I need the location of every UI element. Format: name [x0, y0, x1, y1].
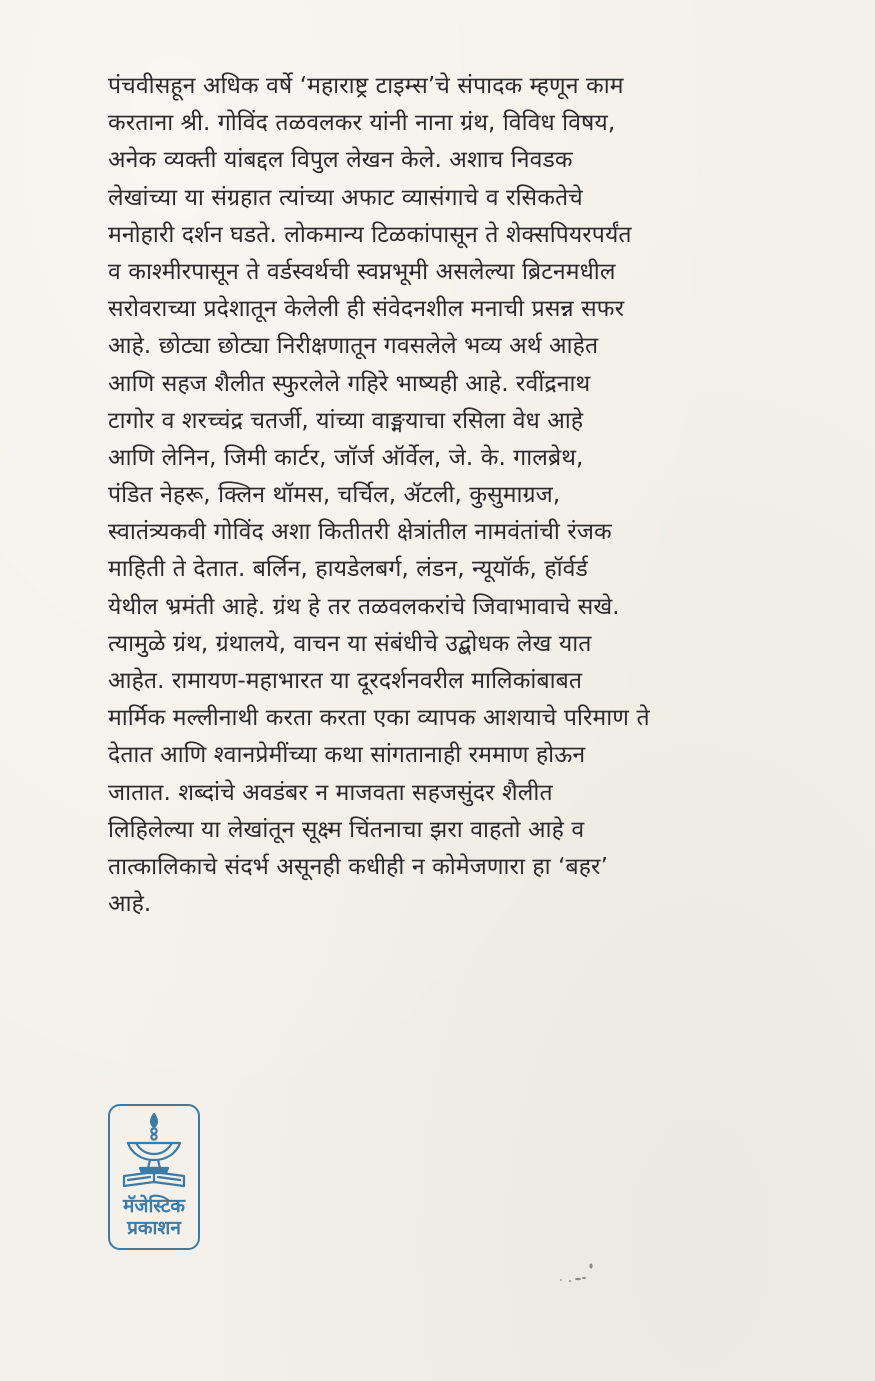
blurb-line: पंचवीसहून अधिक वर्षे ‘महाराष्ट्र टाइम्स’चे संपादक म्हणून काम — [108, 73, 624, 99]
ink-speck — [548, 1262, 598, 1292]
blurb-line: आणि लेनिन, जिमी कार्टर, जॉर्ज ऑर्वेल, जे. के. गालब्रेथ, — [108, 444, 584, 471]
blurb-line: टागोर व शरच्चंद्र चतर्जी, यांच्या वाङ्मयाचा रसिला वेध आहे — [108, 407, 584, 434]
blurb-line: स्वातंत्र्यकवी गोविंद अशा कितीतरी क्षेत्रांतील नामवंतांची रंजक — [108, 519, 612, 546]
blurb-line: जातात. शब्दांचे अवडंबर न माजवता सहजसुंदर शैलीत — [108, 779, 553, 806]
blurb-line: अनेक व्यक्ती यांबद्दल विपुल लेखन केले. अशाच निवडक — [108, 147, 573, 174]
blurb-line: व काश्मीरपासून ते वर्डस्वर्थची स्वप्नभूमी असलेल्या ब्रिटनमधील — [108, 258, 616, 285]
blurb-line: तात्कालिकाचे संदर्भ असूनही कधीही न कोमेजणारा हा ‘बहर’ — [108, 853, 608, 880]
publisher-name-line1: मॅजेस्टिक — [123, 1195, 185, 1217]
blurb-line: आहेत. रामायण-महाभारत या दूरदर्शनवरील मालिकांबाबत — [108, 668, 583, 694]
blurb-line: आहे. — [108, 891, 152, 918]
oil-lamp-on-book-icon — [118, 1110, 190, 1192]
publisher-name-line2: प्रकाशन — [127, 1217, 181, 1239]
blurb-line: मार्मिक मल्लीनाथी करता करता एका व्यापक आशयाचे परिमाण ते — [108, 705, 650, 732]
blurb-line: येथील भ्रमंती आहे. ग्रंथ हे तर तळवलकरांचे जिवाभावाचे सखे. — [108, 593, 620, 620]
blurb-text — [108, 68, 748, 923]
blurb-line: माहिती ते देतात. बर्लिन, हायडेलबर्ग, लंडन, न्यूयॉर्क, हॉर्वर्ड — [108, 556, 588, 583]
blurb-line: करताना श्री. गोविंद तळवलकर यांनी नाना ग्रंथ, विविध विषय, — [108, 110, 616, 137]
blurb-line: लिहिलेल्या या लेखांतून सूक्ष्म चिंतनाचा झरा वाहतो आहे व — [108, 816, 585, 843]
blurb-line: सरोवराच्या प्रदेशातून केलेली ही संवेदनशील मनाची प्रसन्न सफर — [108, 296, 625, 323]
blurb-line: आणि सहज शैलीत स्फुरलेले गहिरे भाष्यही आहे. रवींद्रनाथ — [108, 370, 591, 397]
blurb-line: लेखांच्या या संग्रहात त्यांच्या अफाट व्यासंगाचे व रसिकतेचे — [108, 184, 583, 211]
publisher-logo — [108, 1104, 200, 1250]
blurb-line: त्यामुळे ग्रंथ, ग्रंथालये, वाचन या संबंधीचे उद्बोधक लेख यात — [108, 630, 592, 657]
blurb-line: आहे. छोट्या छोट्या निरीक्षणातून गवसलेले भव्य अर्थ आहेत — [108, 333, 599, 360]
blurb-line: देतात आणि श्वानप्रेमींच्या कथा सांगतानाही रममाण होऊन — [108, 742, 586, 769]
blurb-line: पंडित नेहरू, क्लिन थॉमस, चर्चिल, ॲटली, कुसुमाग्रज, — [108, 482, 561, 509]
blurb-line: मनोहारी दर्शन घडते. लोकमान्य टिळकांपासून ते शेक्सपियरपर्यंत — [108, 221, 632, 248]
